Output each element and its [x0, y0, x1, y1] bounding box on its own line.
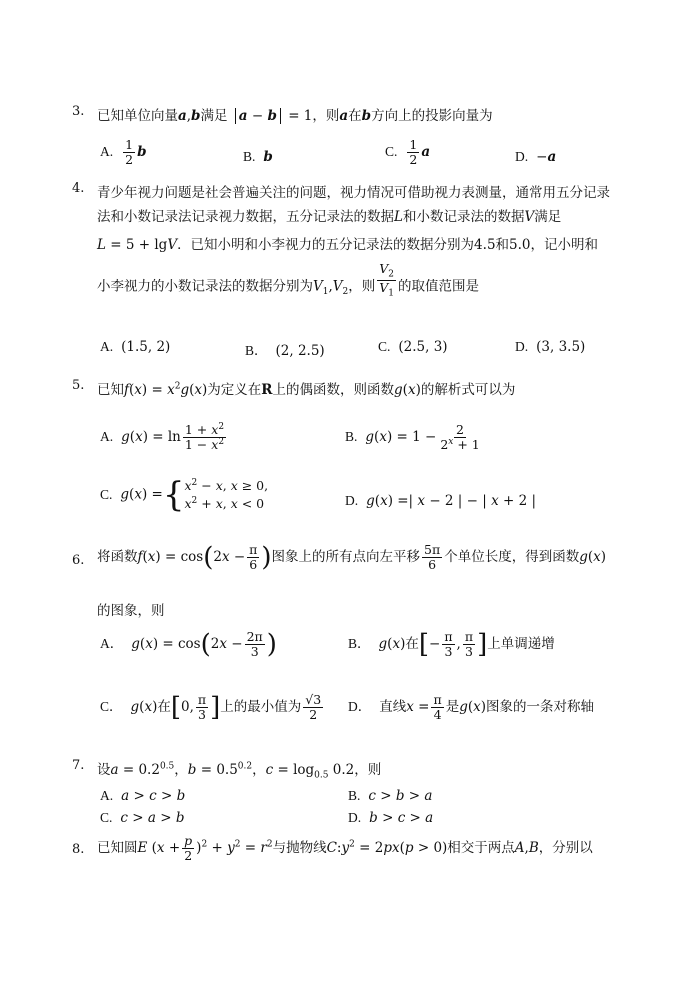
option-4c[interactable]: C. (2.5, 3) — [378, 339, 448, 355]
question-number: 4. — [72, 181, 85, 196]
question-stem: 已知圆E (x + $\frac{p}{2}$ )$^2 + y^2 = r^2$与抛物线$C:y^2 = 2px(p > 0)$相交于两点A,B，分别以 — [97, 833, 593, 863]
question-stem: 将函数f(x) = cos(2x − $\frac{\pi}{6}$ )图象上的所有点向左平移 $\frac{5\pi}{6}$ 个单位长度，得到函数g(x) — [97, 542, 607, 573]
question-stem: 已知单位向量a,b满足 a − b = 1，则a在b方向上的投影向量为 — [97, 108, 493, 124]
question-stem: 已知$f(x) = x^2g(x)$为定义在R上的偶函数，则函数g(x)的解析式可以为 — [97, 381, 516, 398]
option-7b[interactable]: B. c > b > a — [348, 788, 433, 804]
option-3c[interactable]: C. $\frac{1}{2}$ a — [385, 137, 431, 167]
option-6a[interactable]: A． g(x) = cos(2x − $\frac{2\pi}{3}$ ) — [100, 629, 277, 660]
question-text: L = 5 + lgV．已知小明和小李视力的五分记录法的数据分别为4.5和5.0，记小明和 — [97, 237, 599, 253]
option-7c[interactable]: C. c > a > b — [100, 810, 185, 826]
question-number: 5. — [72, 378, 85, 393]
option-3a[interactable]: A. $\frac{1}{2}$ b — [100, 137, 147, 167]
option-3d[interactable]: D. −a — [515, 149, 557, 165]
question-number: 8. — [72, 842, 85, 857]
question-text: 的图象，则 — [97, 603, 165, 619]
option-3b[interactable]: B. b — [243, 149, 273, 165]
option-6d[interactable]: D． 直线x = $\frac{\pi}{4}$ 是g(x)图象的一条对称轴 — [348, 692, 595, 722]
option-6b[interactable]: B． g(x)在[− $\frac{\pi}{3}$ , $\frac{\pi}{3}$ ]上单调递增 — [348, 629, 555, 660]
question-text: 法和小数记录法记录视力数据，五分记录法的数据L和小数记录法的数据V满足 — [97, 209, 562, 225]
option-5c[interactable]: C. g(x) = { $x^2 - x$, x ≥ 0, $x^2 + x$, x < 0 — [100, 475, 269, 516]
option-4b[interactable]: B． (2, 2.5) — [245, 343, 325, 359]
question-text: 青少年视力问题是社会普遍关注的问题，视力情况可借助视力表测量，通常用五分记录 — [97, 185, 610, 201]
option-5a[interactable]: A. g(x) = ln $\frac{1 + x^2}{1 - x^2}$ — [100, 422, 225, 453]
question-number: 3. — [72, 104, 85, 119]
question-number: 7. — [72, 758, 85, 773]
option-5d[interactable]: D. g(x) =| x − 2 | − | x + 2 | — [345, 493, 537, 509]
option-4d[interactable]: D. (3, 3.5) — [515, 339, 586, 355]
option-6c[interactable]: C． g(x)在[0, $\frac{\pi}{3}$ ]上的最小值为 $\frac{√3}{2}$ — [100, 692, 322, 723]
option-7d[interactable]: D. b > c > a — [348, 810, 434, 826]
option-4a[interactable]: A. (1.5, 2) — [100, 339, 171, 355]
question-stem: 设$a = 0.2^{0.5}$，$b = 0.5^{0.2}$，$c = \log_{0.5} 0.2$，则 — [97, 761, 382, 781]
option-5b[interactable]: B. g(x) = 1 − $\frac{2}{2^x + 1}$ — [345, 422, 480, 452]
question-text: 小李视力的小数记录法的数据分别为$V_1,V_2$，则 $\frac{V_2}{V_1}$ 的取值范围是 — [97, 261, 480, 299]
question-number: 6. — [72, 553, 85, 568]
option-7a[interactable]: A. a > c > b — [100, 788, 186, 804]
